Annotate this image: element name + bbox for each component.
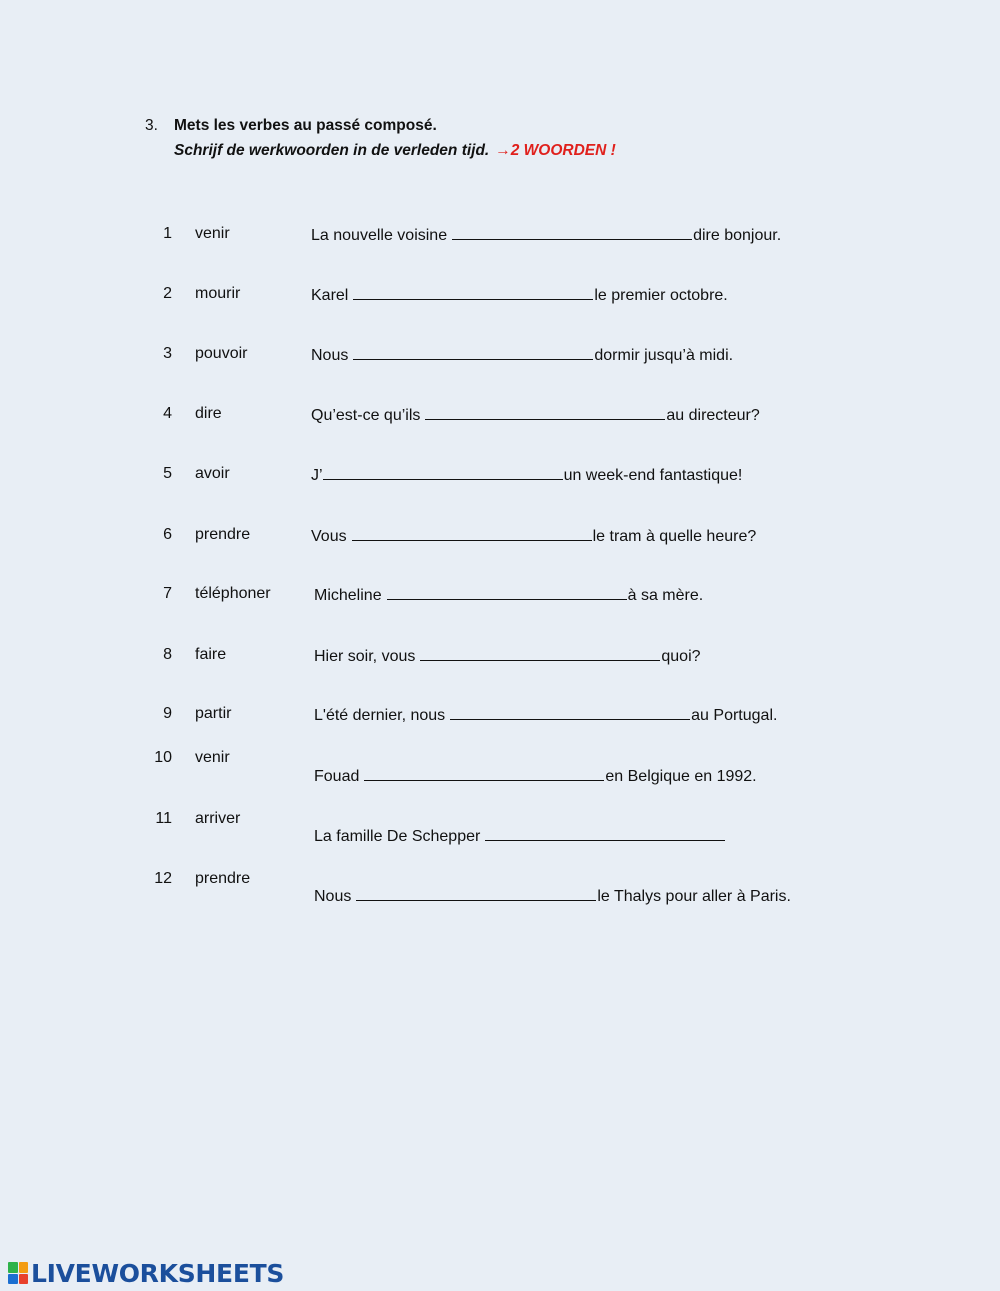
row-number: 11	[155, 810, 172, 827]
answer-blank[interactable]	[485, 826, 725, 841]
row-verb: arriver	[195, 810, 241, 827]
answer-blank[interactable]	[352, 526, 592, 541]
sentence-start: Karel	[311, 287, 349, 304]
sentence-end: le tram à quelle heure?	[592, 528, 757, 545]
row-sentence	[311, 405, 760, 425]
row-verb: pouvoir	[195, 345, 248, 362]
sentence-end: un week-end fantastique!	[563, 467, 743, 484]
row-sentence	[314, 766, 757, 786]
row-verb: partir	[195, 705, 232, 722]
row-number: 2	[163, 285, 172, 302]
row-verb: téléphoner	[195, 585, 271, 602]
sentence-end: à sa mère.	[627, 587, 704, 604]
sentence-end: dire bonjour.	[693, 227, 782, 244]
logo-icon	[8, 1262, 28, 1284]
row-verb: faire	[195, 646, 227, 663]
liveworksheets-logo[interactable]	[8, 1259, 284, 1287]
sentence-start: Qu’est-ce qu’ils	[311, 407, 421, 424]
row-number: 7	[163, 585, 172, 602]
answer-blank[interactable]	[452, 225, 692, 240]
sentence-start: Nous	[314, 888, 352, 905]
row-number: 10	[154, 749, 172, 766]
sentence-end: le premier octobre.	[594, 287, 728, 304]
sentence-end: le Thalys pour aller à Paris.	[597, 888, 791, 905]
logo-text: LIVEWORKSHEETS	[31, 1258, 285, 1288]
row-sentence	[314, 705, 777, 725]
row-sentence	[311, 526, 756, 546]
row-sentence	[311, 465, 742, 485]
answer-blank[interactable]	[420, 646, 660, 661]
sentence-end: en Belgique en 1992.	[605, 768, 757, 785]
sentence-end: dormir jusqu’à midi.	[594, 347, 734, 364]
row-sentence	[314, 646, 701, 666]
row-verb: venir	[195, 225, 230, 242]
row-number: 3	[163, 345, 172, 362]
logo-square-red	[19, 1274, 29, 1285]
subtitle-text: Schrijf de werkwoorden in de verleden tijd.	[174, 142, 490, 159]
row-verb: prendre	[195, 870, 251, 887]
sentence-start: Nous	[311, 347, 349, 364]
word-count-hint: →2 WOORDEN !	[495, 142, 616, 159]
sentence-start: La nouvelle voisine	[311, 227, 448, 244]
logo-square-green	[8, 1262, 18, 1273]
row-sentence	[311, 345, 733, 365]
answer-blank[interactable]	[353, 285, 593, 300]
header-number: 3.	[145, 117, 158, 134]
answer-blank[interactable]	[323, 465, 563, 480]
logo-square-blue	[8, 1274, 18, 1285]
sentence-end: quoi?	[661, 648, 701, 665]
logo-square-orange	[19, 1262, 29, 1273]
exercise-title: Mets les verbes au passé composé.	[174, 117, 437, 134]
sentence-end: au directeur?	[666, 407, 760, 424]
row-sentence	[314, 585, 703, 605]
sentence-start: J’	[311, 467, 323, 484]
row-number: 8	[163, 646, 172, 663]
row-verb: prendre	[195, 526, 251, 543]
row-number: 6	[163, 526, 172, 543]
sentence-end: au Portugal.	[691, 707, 778, 724]
row-sentence	[314, 826, 726, 846]
answer-blank[interactable]	[450, 705, 690, 720]
answer-blank[interactable]	[353, 345, 593, 360]
sentence-start: Vous	[311, 528, 347, 545]
answer-blank[interactable]	[387, 585, 627, 600]
row-sentence	[314, 886, 791, 906]
answer-blank[interactable]	[364, 766, 604, 781]
row-verb: dire	[195, 405, 222, 422]
row-number: 1	[163, 225, 172, 242]
answer-blank[interactable]	[425, 405, 665, 420]
sentence-start: Hier soir, vous	[314, 648, 416, 665]
row-number: 4	[163, 405, 172, 422]
row-number: 9	[163, 705, 172, 722]
answer-blank[interactable]	[356, 886, 596, 901]
sentence-start: La famille De Schepper	[314, 828, 481, 845]
row-number: 12	[154, 870, 172, 887]
row-verb: mourir	[195, 285, 241, 302]
row-sentence	[311, 285, 728, 305]
row-verb: venir	[195, 749, 230, 766]
sentence-start: L'été dernier, nous	[314, 707, 446, 724]
row-verb: avoir	[195, 465, 230, 482]
row-sentence	[311, 225, 781, 245]
sentence-start: Micheline	[314, 587, 382, 604]
row-number: 5	[163, 465, 172, 482]
exercise-subtitle	[174, 142, 616, 160]
sentence-start: Fouad	[314, 768, 360, 785]
